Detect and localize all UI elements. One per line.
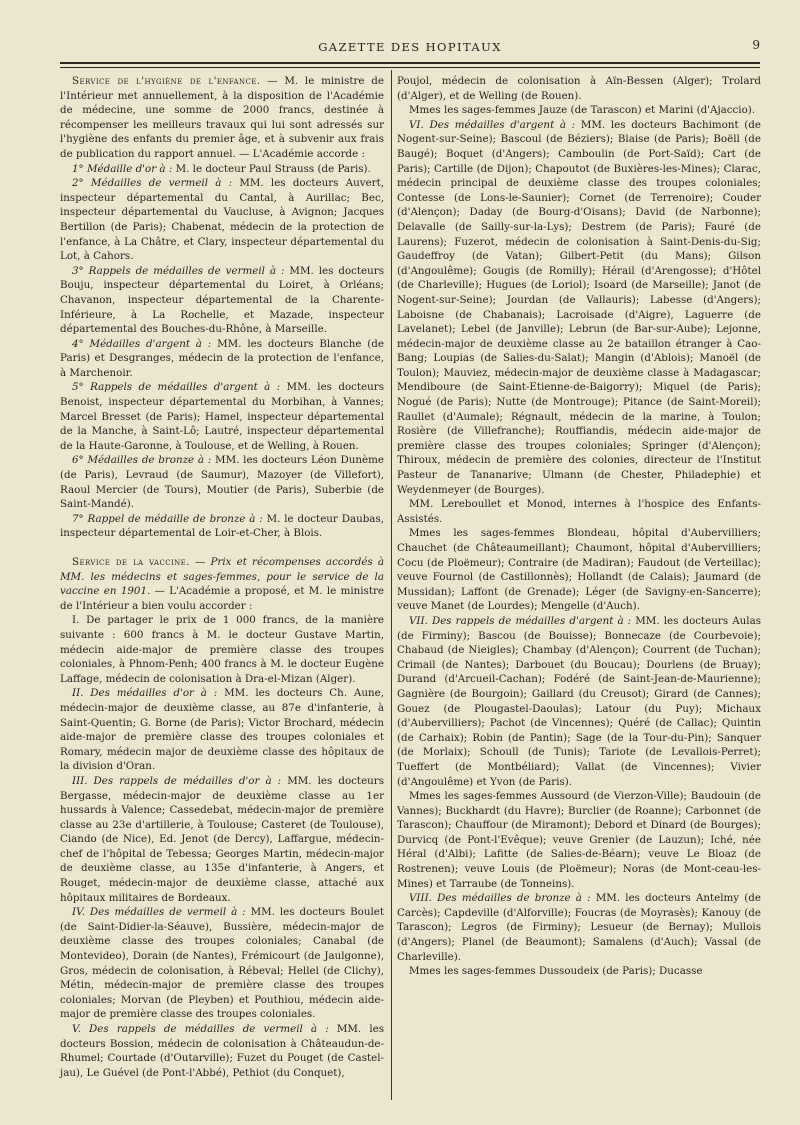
vaccine-prize-4 xyxy=(60,905,384,1022)
sages-femmes-1: Mmes les sages-femmes Jauze (de Tarascon) et Marini (d'Ajaccio). xyxy=(409,104,756,117)
prize-text: MM. les docteurs Ch. Aune, médecin-major de deuxième classe, au 87e d'infanterie, à Saint-Quentin; G. Borne (de Paris); Victor Brochard, médecin aide-major de première classe des troupes coloniales et Romary, médecin major de deuxième classe des hôpitaux de la division d'Oran. xyxy=(60,687,384,773)
section-gap xyxy=(60,541,384,555)
page-number: 9 xyxy=(752,38,760,52)
prize-label: V. Des rappels de médailles de vermeil à : xyxy=(72,1023,329,1035)
prize-8 xyxy=(397,891,761,964)
item-text: M. le docteur Daubas, inspecteur départemental de Loir-et-Cher, à Blois. xyxy=(60,512,385,540)
prize-label: III. Des rappels de médailles d'or à : xyxy=(72,774,282,787)
item-label: 3° Rappels de médailles de vermeil à : xyxy=(72,264,285,277)
heading-dash: — xyxy=(189,556,211,568)
hygiene-item-4 xyxy=(60,337,384,381)
item-text: MM. les docteurs Léon Dunème (de Paris), Levraud (de Saumur), Mazoyer (de Villefort), Raoul Mercier (de Tours), Moutier (de Paris), Suberbie (de Saint-Mandé). xyxy=(60,454,384,511)
hygiene-item-6 xyxy=(60,453,384,511)
vaccine-paragraph xyxy=(60,555,384,613)
sages-femmes-4: Mmes les sages-femmes Dussoudeix (de Paris); Ducasse xyxy=(409,965,703,978)
item-text: MM. les docteurs Bouju, inspecteur départemental du Loiret, à Orléans; Chavanon, inspecteur départemental de la Charente-Inférieure, à La Rochelle, et Mazade, inspecteur départemental des Bouches-du-Rhône, à Marseille. xyxy=(60,264,384,336)
prize-label: VII. Des rappels de médailles d'argent à : xyxy=(409,614,632,627)
vaccine-intro: — L'Académie a proposé, et M. le ministre de l'Intérieur a bien voulu accorder : xyxy=(60,585,384,612)
prize-text: MM. les docteurs Aulas (de Firminy); Bascou (de Bouisse); Bonnecaze (de Courbevoie); Chabaud (de Nieigles); Chambay (d'Alençon); Courrent (de Tuchan); Crimail (de Nantes); Darbouet (du Boucau); Dourlens (de Bruay); Durand (d'Arcueil-Cachan); Fodéré (de Saint-Jean-de-Maurienne); Gagnière (de Bourgoin); Gaillard (du Creusot); Girard (de Cannes); Gouez (de Plougastel-Daoulas); Latour (du Puy); Michaux (d'Aubervilliers); Pachot (de Vincennes); Quéré (de Callac); Quintin (de Carhaix); Robin (de Pantin); Sage (de la Tour-du-Pin); Sanquer (de Morlaix); Schoull (de Tunis); Tariote (de Levallois-Perret); Tueffert (de Montbéliard); Vallat (de Vincennes); Vivier (d'Angoulême) et Yvon (de Paris). xyxy=(397,614,761,788)
item-label: 2° Médailles de vermeil à : xyxy=(72,177,233,190)
vaccine-prize-1: I. De partager le prix de 1 000 francs, de la manière suivante : 600 francs à M. le docteur Gustave Martin, médecin aide-major de première classe des troupes coloniales, à Phnom-Penh; 400 francs à M. le docteur Eugène Laffage, médecin de colonisation à Dra-el-Mizan (Alger). xyxy=(60,614,384,685)
vaccine-heading: Service de la vaccine. xyxy=(72,556,190,568)
item-text: MM. les docteurs Auvert, inspecteur départemental du Cantal, à Aurillac; Bec, inspecteur départemental du Vaucluse, à Avignon; Jacques Bertillon (de Paris); Chabenat, médecin de la protection de l'enfance, à La Châtre, et Clary, inspecteur départemental du Lot, à Cahors. xyxy=(60,177,384,263)
hygiene-item-5 xyxy=(60,380,384,453)
item-text: MM. les docteurs Blanche (de Paris) et Desgranges, médecin de la protection de l'enfance, à Marchenoir. xyxy=(60,337,384,379)
hygiene-item-2 xyxy=(60,176,384,264)
vaccine-prize-3 xyxy=(60,774,384,905)
header-rule-thick xyxy=(60,62,760,64)
left-column xyxy=(60,74,384,1080)
prize-label: II. Des médailles d'or à : xyxy=(72,687,218,700)
item-label: 1° Médaille d'or à : xyxy=(72,162,173,175)
vaccine-prize-2 xyxy=(60,686,384,774)
prize-text: MM. les docteurs Bergasse, médecin-major de deuxième classe au 1er hussards à Valence; Cassedebat, médecin-major de première classe au 23e d'artillerie, à Toulouse; Casteret (de Toulouse), Ciando (de Nice), Ed. Jenot (de Dercy), Laffargue, médecin-chef de l'hôpital de Tebessa; Georges Martin, médecin-major de deuxième classe, au 135e d'infanterie, à Angers, et Rouget, médecin-major de deuxième classe, attaché aux hôpitaux militaires de Bordeaux. xyxy=(60,774,385,904)
running-title: GAZETTE DES HOPITAUX xyxy=(318,40,502,54)
prize-text: MM. les docteurs Antelmy (de Carcès); Capdeville (d'Alforville); Foucras (de Moyrasès); Kanouy (de Tarascon); Legros (de Firminy); Lesueur (de Bernay); Mullois (d'Angers); Planel (de Beaumont); Samalens (d'Auch); Vassal (de Charleville). xyxy=(397,892,761,963)
vaccine-prize-5 xyxy=(60,1022,384,1080)
item-text: MM. les docteurs Benoist, inspecteur départemental du Morbihan, à Vannes; Marcel Bresset (de Paris); Hamel, inspecteur départemental de la Manche, à Saint-Lô; Lautré, inspecteur départemental de la Haute-Garonne, à Toulouse, et de Welling, à Rouen. xyxy=(60,381,384,452)
item-label: 7° Rappel de médaille de bronze à : xyxy=(72,512,263,525)
sages-femmes-2: Mmes les sages-femmes Blondeau, hôpital d'Aubervilliers; Chauchet (de Châteaumeillant); Chaumont, hôpital d'Aubervilliers; Cocu (de Ploëmeur); Contraire (de Madiran); Faudout (de Verteillac); veuve Fournol (de Castillonnès); Hollandt (de Calais); Jaumard (de Mussidan); Laffont (de Grenade); Léger (de Savigny-en-Sancerre); veuve Manet (de Lourdes); Mengelle (d'Auch). xyxy=(397,527,761,613)
prize-label: VIII. Des médailles de bronze à : xyxy=(409,892,591,905)
prize-7 xyxy=(397,614,761,789)
internes-paragraph: MM. Lereboullet et Monod, internes à l'hospice des Enfants-Assistés. xyxy=(397,498,761,525)
prize-text: MM. les docteurs Bachimont (de Nogent-sur-Seine); Bascoul (de Béziers); Blaise (de Paris); Boëll (de Baugé); Boquet (d'Angers); Camboulin (de Port-Saïd); Cart (de Paris); Cartille (de Dijon); Chapoutot (de Buxières-les-Mines); Clarac, médecin principal de deuxième classe des troupes coloniales; Contesse (de Lons-le-Saunier); Cornet (de Terrenoire); Couder (d'Alençon); Daday (de Bourg-d'Oisans); David (de Narbonne); Delavalle (de Sailly-sur-la-Lys); Destrem (de Paris); Fauré (de Laurens); Fuzerot, médecin de colonisation à Saint-Denis-du-Sig; Gaudeffroy (de Vatan); Gilbert-Petit (du Mans); Gilson (d'Angoulême); Gougis (de Romilly); Hérail (d'Arengosse); d'Hôtel (de Charleville); Hugues (de Loriol); Isoard (de Marseille); Janot (de Nogent-sur-Seine); Jourdan (de Vallauris); Labesse (d'Angers); Laboisne (de Chabanais); Lacroisade (d'Aigre), Laguerre (de Lavelanet); Lebel (de Janville); Lebrun (de Bar-sur-Aube); Lejonne, médecin-major de deuxième classe au 2e bataillon étranger à Cao-Bang; Loupias (de Salies-du-Salat); Mangin (d'Ablois); Manoël (de Toulon); Mauviez, médecin-major de deuxième classe à Madagascar; Mendiboure (de Saint-Etienne-de-Baigorry); Miquel (de Paris); Nogué (de Paris); Nutte (de Montrouge); Pitance (de Saint-Moreil); Raullet (d'Aumale); Régnault, médecin de la marine, à Toulon; Rosière (de Villefranche); Rouffiandis, médecin aide-major de première classe des troupes coloniales; Springer (d'Alençon); Thiroux, médecin de première des colonies, directeur de l'Institut Pasteur de Tananarive; Ulmann (de Chester, Philadephie) et Weydenmeyer (de Bourges). xyxy=(397,118,761,496)
prize-text: MM. les docteurs Bossion, médecin de colonisation à Châteaudun-de-Rhumel; Courtade (d'Outarville); Fuzet du Pouget (de Castel-jau), Le Guével (de Pont-l'Abbé), Pethiot (du Conquet), xyxy=(60,1023,384,1079)
prize-6 xyxy=(397,118,761,497)
hygiene-item-7 xyxy=(60,512,384,541)
hygiene-intro: — M. le ministre de l'Intérieur met annuellement, à la disposition de l'Académie de médecine, une somme de 2000 francs, destinée à récompenser les meilleurs travaux qui lui sont adressés sur l'hygiène des enfants du premier âge, et à subvenir aux frais de publication du rapport annuel. — L'Académie accorde : xyxy=(60,75,384,160)
vaccine-heading-italic: Prix et récompenses accordés à MM. les médecins et sages-femmes, pour le service de la vaccine en 1901. xyxy=(60,556,385,598)
item-label: 4° Médailles d'argent à : xyxy=(72,337,212,350)
hygiene-paragraph xyxy=(60,74,384,162)
continued-paragraph: Poujol, médecin de colonisation à Aïn-Bessen (Alger); Trolard (d'Alger), et de Welling (de Rouen). xyxy=(397,75,761,102)
column-divider xyxy=(391,70,392,1100)
prize-label: IV. Des médailles de vermeil à : xyxy=(72,906,246,919)
prize-label: VI. Des médailles d'argent à : xyxy=(409,118,576,131)
sages-femmes-3: Mmes les sages-femmes Aussourd (de Vierzon-Ville); Baudouin (de Vannes); Buckhardt (du Havre); Burclier (de Roanne); Carbonnet (de Tarascon); Chauffour (de Miramont); Debord et Dinard (de Bourges); Durvicq (de Pont-l'Evêque); veuve Grenier (de Lauzun); Iché, née Héral (d'Albi); Lafitte (de Salies-de-Béarn); veuve Le Bloaz (de Rostrenen); veuve Louis (de Ploëmeur); Noras (de Mont-ceau-les-Mines) et Tarraube (de Tonneins). xyxy=(397,790,761,890)
item-text: M. le docteur Paul Strauss (de Paris). xyxy=(172,162,371,175)
hygiene-heading: Service de l'hygiène de l'enfance. xyxy=(72,75,261,87)
hygiene-item-3 xyxy=(60,264,384,337)
prize-text: MM. les docteurs Boulet (de Saint-Didier-la-Séauve), Bussière, médecin-major de deuxième classe des troupes coloniales; Canabal (de Montevideo), Dorain (de Nantes), Frémicourt (de Jaulgonne), Gros, médecin de colonisation, à Rébeval; Hellel (de Clichy), Métin, médecin-major de première classe des troupes coloniales; Morvan (de Pleyben) et Pouthiou, médecin aide-major de première classe des troupes coloniales. xyxy=(60,906,384,1021)
item-label: 5° Rappels de médailles d'argent à : xyxy=(72,381,281,394)
right-column xyxy=(397,74,761,979)
page-header xyxy=(60,38,760,58)
header-rule-thin xyxy=(60,67,760,68)
item-label: 6° Médailles de bronze à : xyxy=(72,454,212,467)
hygiene-item-1 xyxy=(60,162,384,177)
